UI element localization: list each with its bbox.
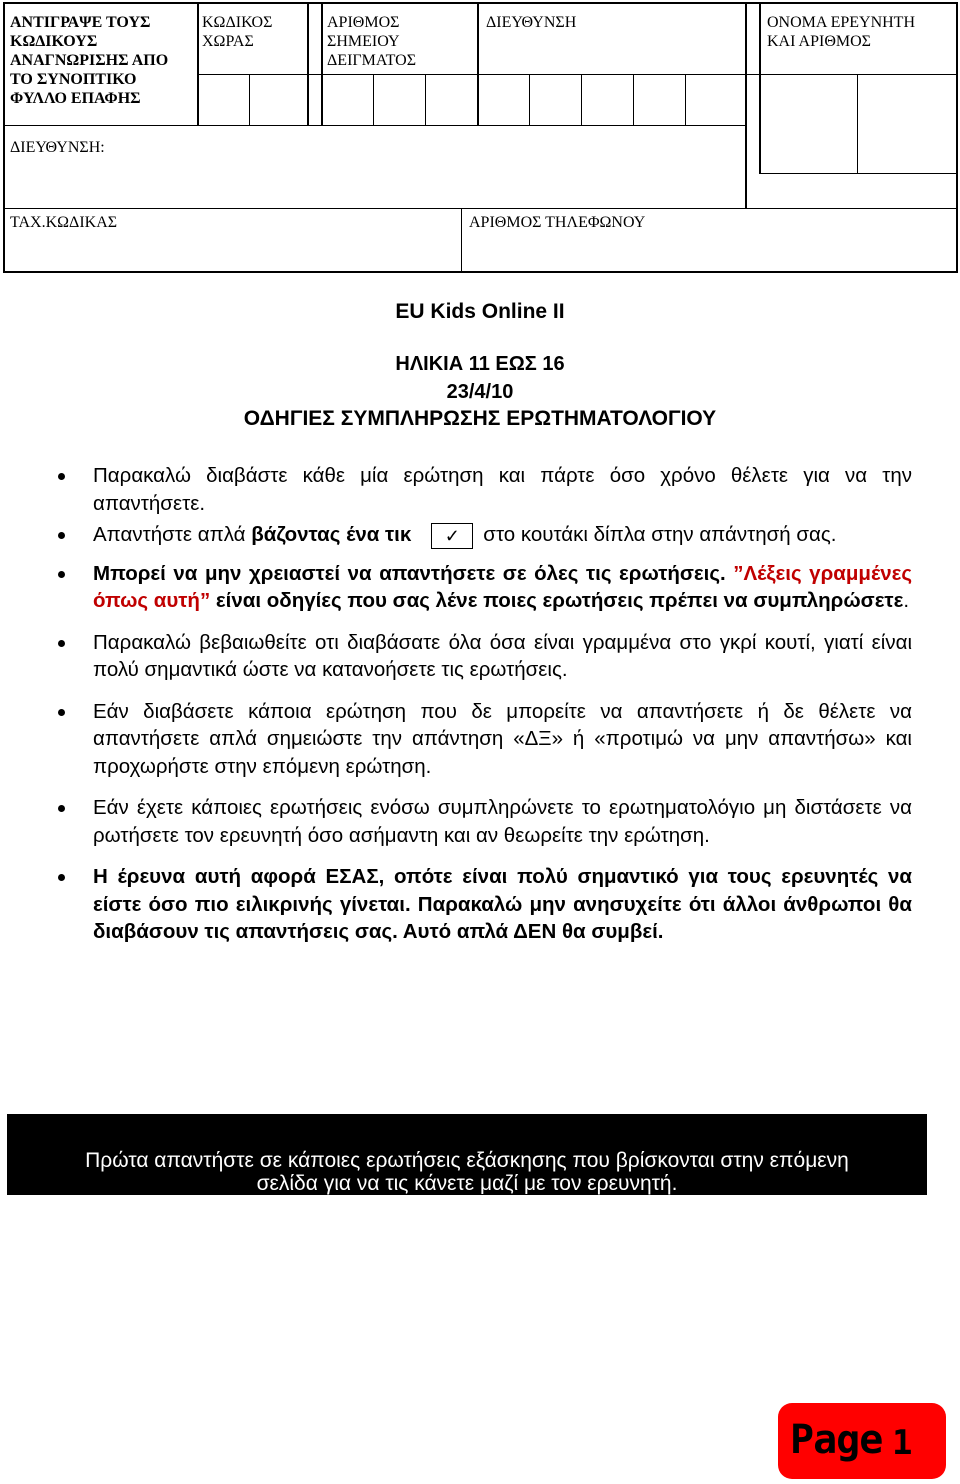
page-number-badge [778, 1403, 946, 1479]
country-code-label: ΚΩΔΙΚΟΣ ΧΩΡΑΣ [202, 14, 273, 50]
bullet-icon [58, 571, 65, 578]
researcher-name-label: ΟΝΟΜΑ ΕΡΕΥΝΗΤΗ ΚΑΙ ΑΡΙΘΜΟΣ [767, 14, 915, 50]
instructions-list [62, 462, 912, 946]
instruction-item: Εάν έχετε κάποιες ερωτήσεις ενόσω συμπληρώνετε το ερωτηματολόγιο μη διστάσετε να ρωτήσετε τον ερευνητή όσο ασήμαντη και αν θεωρείτε την ερώτηση. [62, 794, 912, 849]
practice-notice-line2: σελίδα για να τις κάνετε μαζί με τον ερευνητή. [256, 1172, 678, 1195]
copy-codes-label: ΑΝΤΙΓΡΑΨΕ ΤΟΥΣ ΚΩΔΙΚΟΥΣ ΑΝΑΓΝΩΡΙΣΗΣ ΑΠΟ ΤΟ ΣΥΝΟΠΤΙΚΟ ΦΥΛΛΟ ΕΠΑΦΗΣ [10, 14, 169, 107]
instruction-item: Παρακαλώ διαβάστε κάθε μία ερώτηση και πάρτε όσο χρόνο θέλετε για να την απαντήσετε. [62, 462, 912, 517]
instructions-title: ΟΔΗΓΙΕΣ ΣΥΜΠΛΗΡΩΣΗΣ ΕΡΩΤΗΜΑΤΟΛΟΓΙΟΥ [243, 407, 717, 430]
bullet-icon [58, 473, 65, 480]
survey-title: EU Kids Online II [395, 300, 565, 323]
instruction-item: Μπορεί να μην χρειαστεί να απαντήσετε σε όλες τις ερωτήσεις. ”Λέξεις γραμμένες όπως αυτή” είναι οδηγίες που σας λένε ποιες ερωτήσεις πρέπει να συμπληρώσετε. [62, 560, 912, 615]
page-label: Page [790, 1417, 883, 1463]
address-code-label: ΔΙΕΥΘΥΝΣΗ [486, 14, 577, 31]
address-label: ΔΙΕΥΘΥΝΣΗ: [10, 139, 105, 156]
bullet-icon [58, 805, 65, 812]
bullet-icon [58, 874, 65, 881]
sample-point-label: ΑΡΙΘΜΟΣ ΣΗΜΕΙΟΥ ΔΕΙΓΜΑΤΟΣ [327, 14, 417, 69]
practice-notice-line1: Πρώτα απαντήστε σε κάποιες ερωτήσεις εξάσκησης που βρίσκονται στην επόμενη [85, 1149, 849, 1172]
date-title: 23/4/10 [446, 381, 514, 403]
practice-notice-box [7, 1114, 927, 1195]
bullet-icon [58, 640, 65, 647]
age-range-title: ΗΛΙΚΙΑ 11 ΕΩΣ 16 [395, 353, 565, 375]
instruction-item: Η έρευνα αυτή αφορά ΕΣΑΣ, οπότε είναι πολύ σημαντικό για τους ερευνητές να είστε όσο πιο ειλικρινής γίνεται. Παρακαλώ μην ανησυχείτε ότι άλλοι άνθρωποι θα διαβάσουν τις απαντήσεις σας. Αυτό απλά ΔΕΝ θα συμβεί. [62, 863, 912, 946]
page-number: 1 [892, 1423, 913, 1463]
instruction-item: Παρακαλώ βεβαιωθείτε οτι διαβάσατε όλα όσα είναι γραμμένα στο γκρί κουτί, γιατί είναι πολύ σημαντικά ώστε να κατανοήσετε τις ερωτήσεις. [62, 629, 912, 684]
header-form-table [3, 2, 958, 273]
postcode-label: ΤΑΧ.ΚΩΔΙΚΑΣ [10, 214, 118, 231]
bullet-icon [58, 532, 65, 539]
bullet-icon [58, 709, 65, 716]
instruction-item: Απαντήστε απλά βάζοντας ένα τικ ✓ στο κουτάκι δίπλα στην απάντησή σας. [62, 521, 912, 549]
checkmark-icon: ✓ [431, 523, 473, 549]
instruction-item: Εάν διαβάσετε κάποια ερώτηση που δε μπορείτε να απαντήσετε ή δε θέλετε να απαντήσετε απλά σημειώστε την απάντηση «ΔΞ» ή «προτιμώ να μην απαντήσω» και προχωρήστε στην επόμενη ερώτηση. [62, 698, 912, 781]
phone-label: ΑΡΙΘΜΟΣ ΤΗΛΕΦΩΝΟΥ [469, 214, 646, 231]
